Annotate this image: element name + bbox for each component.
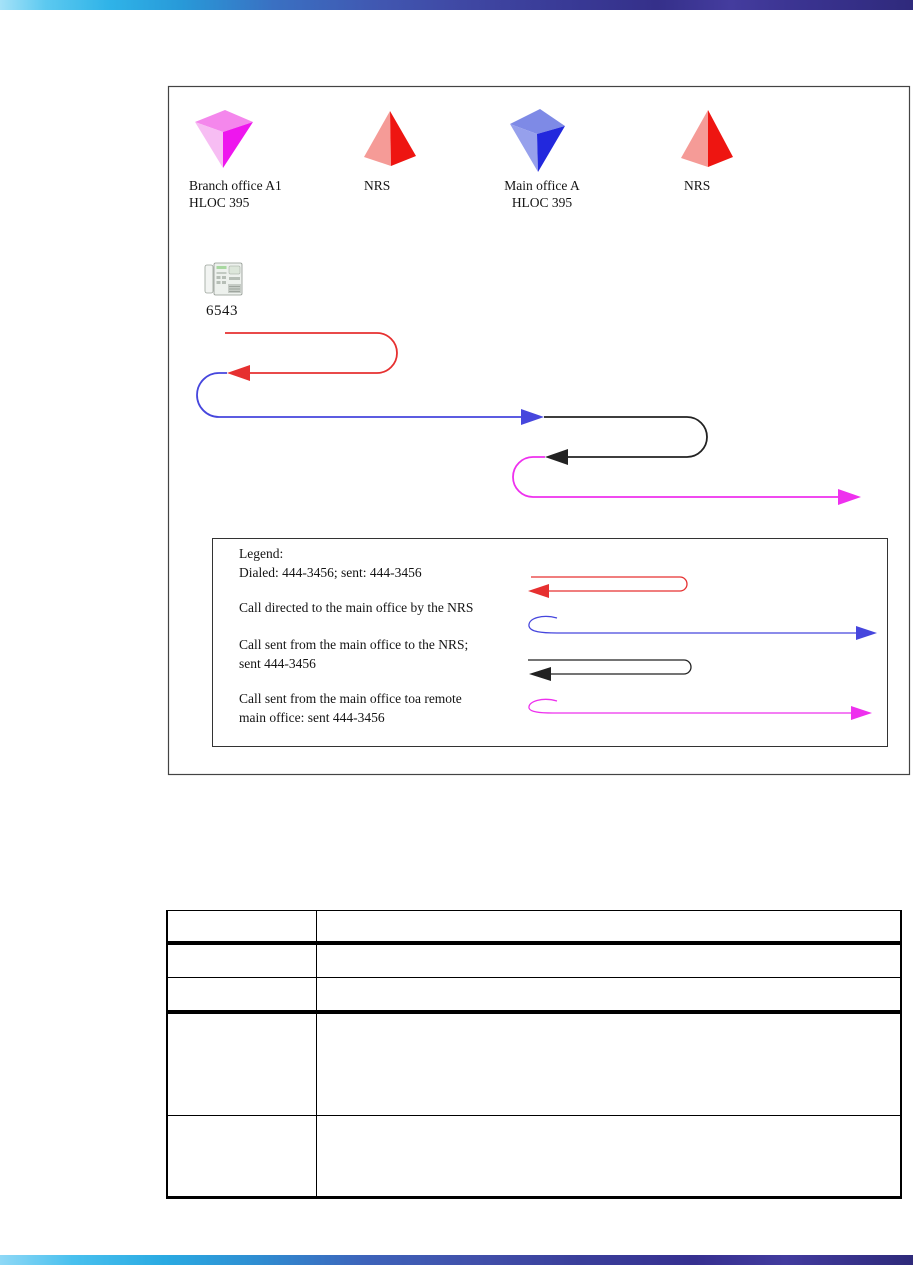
legend-item-2: Call directed to the main office by the NRS — [239, 600, 474, 615]
branch-office-label — [189, 177, 282, 211]
table-cell — [167, 1012, 316, 1116]
main-office-label-line2: HLOC 395 — [511, 195, 573, 210]
legend-item-4-line2: main office: sent 444-3456 — [239, 709, 385, 725]
table-cell — [167, 943, 316, 978]
branch-office-pyramid-icon — [195, 110, 253, 168]
legend-red-arrow — [531, 577, 687, 591]
phone-extension-label: 6543 — [206, 303, 238, 319]
legend-magenta-arrowhead — [851, 706, 872, 720]
nrs-redirect-arrowhead — [521, 409, 544, 425]
legend-item-3-line2: sent 444-3456 — [239, 655, 316, 671]
nrs-label-2: NRS — [684, 178, 711, 193]
table-cell — [316, 1012, 901, 1116]
main-office-label-line1: Main office A — [504, 178, 580, 193]
legend-item-3 — [239, 636, 468, 673]
legend-blue-arrow — [529, 616, 857, 633]
legend-magenta-arrow — [529, 699, 852, 713]
table-row — [167, 978, 901, 1012]
table-cell — [167, 1116, 316, 1198]
nrs-pyramid-icon-2 — [681, 110, 733, 167]
main-office-label — [492, 177, 592, 211]
branch-office-label-line1: Branch office A1 — [189, 178, 282, 193]
branch-office-label-line2: HLOC 395 — [189, 195, 250, 210]
to-remote-main-office-arrowhead — [838, 489, 861, 505]
table-cell — [316, 911, 901, 943]
table-cell — [167, 911, 316, 943]
legend-title-block — [239, 545, 422, 582]
nrs-redirect-arrow — [197, 373, 521, 417]
table-cell — [316, 943, 901, 978]
legend-item-4 — [239, 690, 462, 727]
to-remote-main-office-arrow — [513, 457, 839, 497]
legend-black-arrowhead — [529, 667, 551, 681]
legend-red-arrowhead — [528, 584, 549, 598]
nrs-pyramid-icon-1 — [364, 111, 416, 166]
main-office-to-nrs-arrow — [544, 417, 707, 457]
call-flow-arrows — [197, 333, 861, 505]
document-table — [166, 910, 902, 1199]
desk-phone-icon — [205, 263, 242, 295]
legend-black-arrow — [528, 660, 691, 674]
dialed-call-arrow — [225, 333, 397, 373]
bottom-gradient-bar — [0, 1255, 913, 1265]
main-office-to-nrs-arrowhead — [545, 449, 568, 465]
table-row — [167, 1116, 901, 1198]
table-cell — [167, 978, 316, 1012]
legend-arrows — [528, 577, 877, 720]
legend-item-4-line1: Call sent from the main office toa remote — [239, 691, 462, 706]
table-row — [167, 1012, 901, 1116]
dialed-call-arrowhead — [227, 365, 250, 381]
main-office-pyramid-icon — [510, 109, 565, 172]
table-row — [167, 943, 901, 978]
table-row — [167, 911, 901, 943]
legend-item-1-line1: Dialed: 444-3456; sent: 444-3456 — [239, 564, 422, 580]
table-cell — [316, 1116, 901, 1198]
table-cell — [316, 978, 901, 1012]
legend-blue-arrowhead — [856, 626, 877, 640]
legend-title: Legend: — [239, 546, 284, 561]
nrs-label-1: NRS — [364, 178, 391, 193]
legend-item-3-line1: Call sent from the main office to the NRS; — [239, 637, 469, 652]
